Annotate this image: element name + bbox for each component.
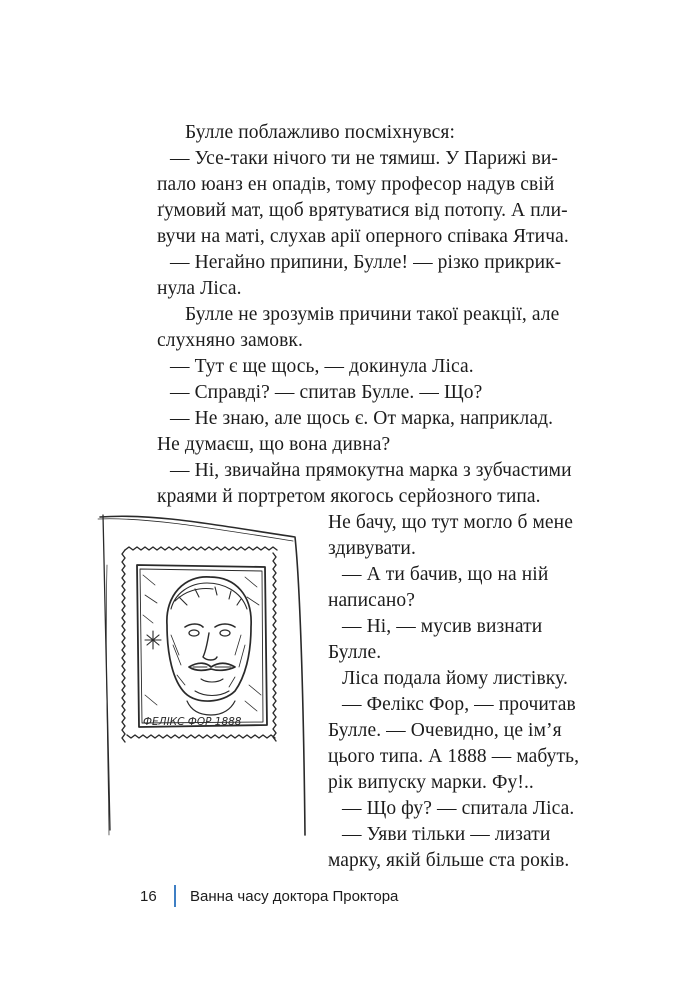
side-line: — Що фу? — спитала Ліса. [342, 798, 575, 819]
body-line: — Ні, звичайна прямокутна марка з зубчастими [170, 460, 572, 481]
body-line: пало юанз ен опадів, тому професор надув свій [157, 174, 555, 195]
body-line: Булле поблажливо посміхнувся: [185, 122, 455, 143]
body-line: — Негайно припини, Булле! — різко прикрик- [170, 252, 562, 273]
side-line: цього типа. А 1888 — мабуть, [328, 746, 580, 767]
body-line: вучи на маті, слухав арії оперного співака Ятича. [157, 226, 569, 247]
body-line: краями й портретом якогось серйозного типа. [157, 486, 541, 507]
side-line: — А ти бачив, що на ній [342, 564, 549, 585]
body-line: ґумовий мат, щоб врятуватися від потопу. А пли- [157, 200, 568, 221]
body-line: Не думаєш, що вона дивна? [157, 434, 391, 455]
side-line: — Ні, — мусив визнати [342, 616, 543, 637]
side-line: Булле. [328, 642, 382, 663]
side-line: Булле. — Очевидно, це ім’я [328, 720, 562, 741]
body-line: Булле не зрозумів причини такої реакції, але [185, 304, 560, 325]
page-footer [140, 882, 398, 910]
body-line: — Тут є ще щось, — докинула Ліса. [170, 356, 474, 377]
stamp-caption: ФЕЛІКС ФОР 1888 [143, 716, 242, 728]
body-line: слухняно замовк. [157, 330, 303, 351]
body-line: — Усе-таки нічого ти не тямиш. У Парижі ви- [170, 148, 559, 169]
side-line: рік випуску марки. Фу!.. [328, 772, 534, 793]
side-line: — Фелікс Фор, — прочитав [342, 694, 576, 715]
stamp-sketch-illustration [95, 505, 320, 845]
body-line: — Не знаю, але щось є. От марка, наприклад. [170, 408, 554, 429]
side-line: написано? [328, 590, 415, 611]
side-line: — Уяви тільки — лизати [342, 824, 551, 845]
side-line: Не бачу, що тут могло б мене [328, 512, 573, 533]
body-line: нула Ліса. [157, 278, 242, 299]
footer-divider [174, 885, 176, 907]
side-line: марку, якій більше ста років. [328, 850, 570, 871]
book-title: Ванна часу доктора Проктора [190, 887, 399, 905]
side-line: Ліса подала йому листівку. [342, 668, 568, 689]
page-number: 16 [140, 887, 157, 905]
side-line: здивувати. [328, 538, 416, 559]
body-line: — Справді? — спитав Булле. — Що? [170, 382, 483, 403]
